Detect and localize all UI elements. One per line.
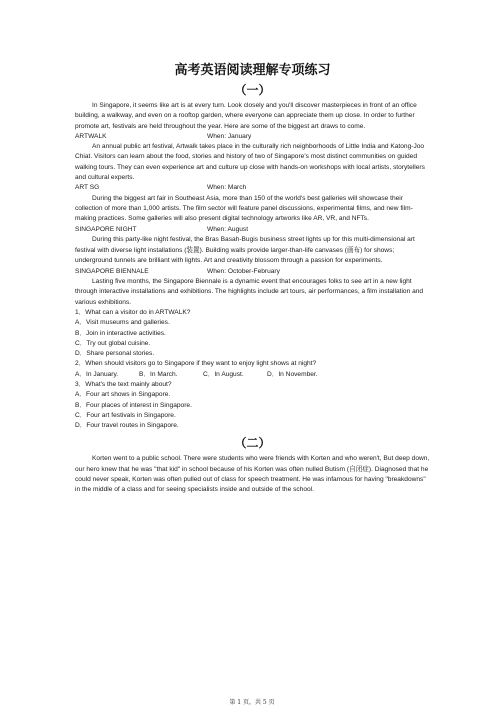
body-text: ) for shows; underground tunnels are brilliant with lights. Art and creativity blossom through a passion for experiments. [75, 247, 395, 265]
option-d: D．Four travel routes in Singapore. [75, 422, 179, 430]
passage-1-intro: In Singapore, it seems like art is at every turn. Look closely and you'll discover masterpieces in front of an office building, a walkway, and even on a rooftop garden, where everyone can appreciate them up close. In order to further promote art, festivals are held throughout the year. Here are some of the biggest art draws to come. [75, 102, 417, 130]
page-footer: 第 1 页，共 5 页 [229, 699, 275, 706]
event-body-singapore-night [75, 235, 430, 267]
option-a: A．Four art shows in Singapore. [75, 391, 171, 399]
event-header-art-sg [75, 183, 430, 193]
event-header-singapore-night [75, 225, 430, 235]
document-content [75, 63, 430, 496]
section-2-heading: （二） [234, 435, 271, 450]
event-header-artwalk [75, 132, 430, 142]
question-2-stem: 2．When should visitors go to Singapore if they want to enjoy light shows at night? [75, 360, 317, 368]
document-title: 高考英语阅读理解专项练习 [174, 63, 331, 78]
event-header-singapore-biennale [75, 267, 430, 277]
event-name: SINGAPORE NIGHT [75, 225, 137, 233]
body-text: During this party-like night festival, the Bras Basah-Bugis business street lights up for this multi-dimensional art festival with diverse light installations ( [75, 235, 415, 255]
question-2-options [75, 370, 430, 380]
event-when: When: January [207, 132, 252, 140]
body-text: ). Diagnosed that he could never speak, Korten was often pulled out of class for speech treatment. He was infamous for having "breakdowns" in the middle of a class and for seeing specialists inside and outside of the school. [75, 465, 429, 494]
event-when: When: August [207, 225, 249, 233]
passage-2-body [75, 454, 430, 496]
question-3-options [75, 390, 430, 431]
option-d: D．Share personal stories. [75, 350, 155, 358]
chinese-gloss: 自闭症 [349, 464, 369, 473]
event-when: When: March [207, 184, 247, 192]
question-1-stem: 1．What can a visitor do in ARTWALK? [75, 308, 191, 316]
option-c: C．In August. [203, 370, 244, 378]
option-b: B．Join in interactive activities. [75, 329, 166, 337]
option-c: C．Four art festivals in Singapore. [75, 411, 176, 419]
chinese-gloss: 装置 [186, 246, 200, 255]
option-b: B．Four places of interest in Singapore. [75, 401, 192, 409]
question-3-stem: 3．What's the text mainly about? [75, 381, 172, 389]
section-1-heading: （一） [234, 83, 271, 97]
option-b: B．In March. [139, 370, 178, 378]
option-a: A．Visit museums and galleries. [75, 319, 170, 327]
question-1-options [75, 318, 430, 359]
chinese-gloss: 画布 [346, 246, 361, 255]
option-d: D．In November. [267, 370, 318, 378]
event-when: When: October-February [207, 267, 280, 275]
option-c: C．Try out global cuisine. [75, 339, 151, 347]
event-body-art-sg: During the biggest art fair in Southeast Asia, more than 150 of the world's best galleries will showcase their collection of more than 1,000 artists. The film sector will feature panel discussions, experimental films, and new film-making practices. Some galleries will also present digital technology artworks like AR, VR, and NFTs. [75, 194, 413, 223]
event-name: ART SG [75, 184, 100, 192]
event-name: ARTWALK [75, 132, 107, 140]
body-text: Korten went to a public school. There were students who were friends with Korten and who weren't, But deep down, our hero knew that he was "that kid" in school because of his Korten was often nulled Butism ( [75, 454, 430, 473]
event-name: SINGAPORE BIENNALE [75, 267, 149, 275]
option-a: A．In January. [75, 370, 119, 378]
event-body-singapore-biennale: Lasting five months, the Singapore Biennale is a dynamic event that encourages folks to see art in a new light through interactive installations and exhibitions. The highlights include art tours, air performances, a film installation and various exhibitions. [75, 278, 424, 306]
body-text: ). Building walls provide larger-than-life canvases ( [199, 247, 347, 255]
event-body-artwalk: An annual public art festival, Artwalk takes place in the culturally rich neighborhoods of Little India and Katong-Joo Chiat. Visitors can learn about the food, stories and history of two of Singapore's most distinct communities on guided walking tours. They can even experience art and culture up close with hands-on workshops with local artists, storytellers and cultural experts. [75, 143, 425, 182]
